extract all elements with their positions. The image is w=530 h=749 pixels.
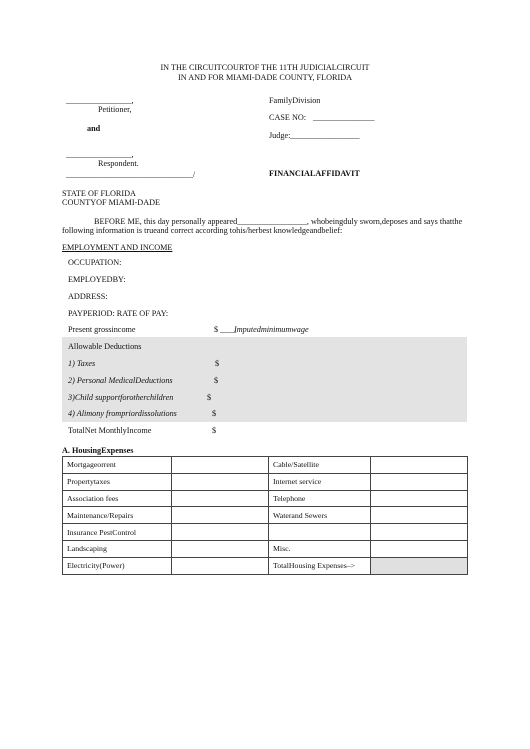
and-label: and xyxy=(87,124,101,133)
table-row xyxy=(63,473,468,490)
occupation-label: OCCUPATION: xyxy=(68,258,122,267)
housing-item-label: Maintenance/Repairs xyxy=(63,507,172,524)
judge-field[interactable]: _________________ xyxy=(290,131,360,140)
housing-item-label: Telephone xyxy=(269,490,371,507)
housing-amount-cell[interactable] xyxy=(371,524,468,541)
family-division-label: FamilyDivision xyxy=(269,96,321,105)
respondent-blank[interactable]: ________________, xyxy=(66,150,134,159)
housing-item-label: Electricity(Power) xyxy=(63,557,172,574)
deduction-child-support-label: 3)Child supportforotherchildren xyxy=(68,393,174,402)
deductions-heading: Allowable Deductions xyxy=(68,342,142,351)
housing-item-label: Landscaping xyxy=(63,540,172,557)
petitioner-blank[interactable]: ________________, xyxy=(66,96,134,105)
table-row xyxy=(63,490,468,507)
housing-amount-cell[interactable] xyxy=(172,490,269,507)
housing-item-label: Misc. xyxy=(269,540,371,557)
deduction-child-support-dollar[interactable]: $ xyxy=(207,393,212,402)
housing-total-label: TotalHousing Expenses–> xyxy=(269,557,371,574)
deduction-taxes-label: 1) Taxes xyxy=(68,359,96,368)
intro-line2: following information is trueand correct according tohis/herbest knowledgeandbelief: xyxy=(62,226,343,235)
housing-item-label: Waterand Sewers xyxy=(269,507,371,524)
housing-item-label: Mortgageorrent xyxy=(63,457,172,474)
housing-item-label: Association fees xyxy=(63,490,172,507)
housing-amount-cell[interactable] xyxy=(172,540,269,557)
intro-line1: BEFORE ME, this day personally appeared_________________, whobeingduly sworn,deposes and says thatthe xyxy=(94,217,463,226)
employment-heading: EMPLOYMENT AND INCOME xyxy=(62,243,173,252)
table-row xyxy=(63,457,468,474)
housing-heading: A. HousingExpenses xyxy=(62,446,134,455)
housing-amount-cell[interactable] xyxy=(172,524,269,541)
housing-amount-cell[interactable] xyxy=(371,490,468,507)
net-income-dollar[interactable]: $ xyxy=(212,426,217,435)
table-row xyxy=(63,557,468,574)
gross-income-label: Present grossincome xyxy=(68,325,136,334)
housing-item-label: Internet service xyxy=(269,473,371,490)
pay-period-label: PAYPERIOD: RATE OF PAY: xyxy=(68,309,169,318)
housing-expenses-table xyxy=(62,456,468,575)
deduction-alimony-label: 4) Alimony frompriordissolutions xyxy=(68,409,177,418)
gross-income-blank[interactable]: ____ xyxy=(220,325,237,334)
respondent-label: Respondent. xyxy=(98,159,139,168)
housing-item-label: Insurance PestControl xyxy=(63,524,172,541)
housing-amount-cell[interactable] xyxy=(172,557,269,574)
housing-item-label: Cable/Satellite xyxy=(269,457,371,474)
housing-amount-cell[interactable] xyxy=(172,507,269,524)
caption-long-blank[interactable]: _______________________________/ xyxy=(66,170,196,179)
case-no-label: CASE NO: xyxy=(269,113,307,122)
deduction-medical-label: 2) Personal MedicalDeductions xyxy=(68,376,173,385)
table-row xyxy=(63,524,468,541)
gross-income-note: Imputedminimumwage xyxy=(234,325,309,334)
net-income-label: TotalNet MonthlyIncome xyxy=(68,426,152,435)
state-label: STATE OF FLORIDA xyxy=(62,189,136,198)
court-header-line1: IN THE CIRCUITCOURTOF THE 11TH JUDICIALCIRCUIT xyxy=(160,63,370,72)
housing-amount-cell[interactable] xyxy=(172,473,269,490)
deduction-alimony-dollar[interactable]: $ xyxy=(212,409,217,418)
address-label: ADDRESS: xyxy=(68,292,108,301)
employed-by-label: EMPLOYEDBY: xyxy=(68,275,126,284)
housing-amount-cell[interactable] xyxy=(371,457,468,474)
form-title: FINANCIALAFFIDAVIT xyxy=(269,169,360,178)
petitioner-label: Petitioner, xyxy=(98,105,132,114)
court-header-line2: IN AND FOR MIAMI-DADE COUNTY, FLORIDA xyxy=(177,73,353,82)
county-label: COUNTYOF MIAMI-DADE xyxy=(62,198,161,207)
table-row xyxy=(63,507,468,524)
housing-amount-cell[interactable] xyxy=(371,507,468,524)
judge-label: Judge: xyxy=(269,131,291,140)
table-row xyxy=(63,540,468,557)
case-no-field[interactable]: _______________ xyxy=(313,113,375,122)
gross-income-dollar: $ xyxy=(214,325,219,334)
housing-amount-cell[interactable] xyxy=(371,540,468,557)
housing-item-label xyxy=(269,524,371,541)
housing-item-label: Propertytaxes xyxy=(63,473,172,490)
housing-amount-cell[interactable] xyxy=(371,473,468,490)
deduction-taxes-dollar[interactable]: $ xyxy=(215,359,220,368)
deduction-medical-dollar[interactable]: $ xyxy=(214,376,219,385)
housing-total-cell[interactable] xyxy=(371,557,468,574)
housing-amount-cell[interactable] xyxy=(172,457,269,474)
